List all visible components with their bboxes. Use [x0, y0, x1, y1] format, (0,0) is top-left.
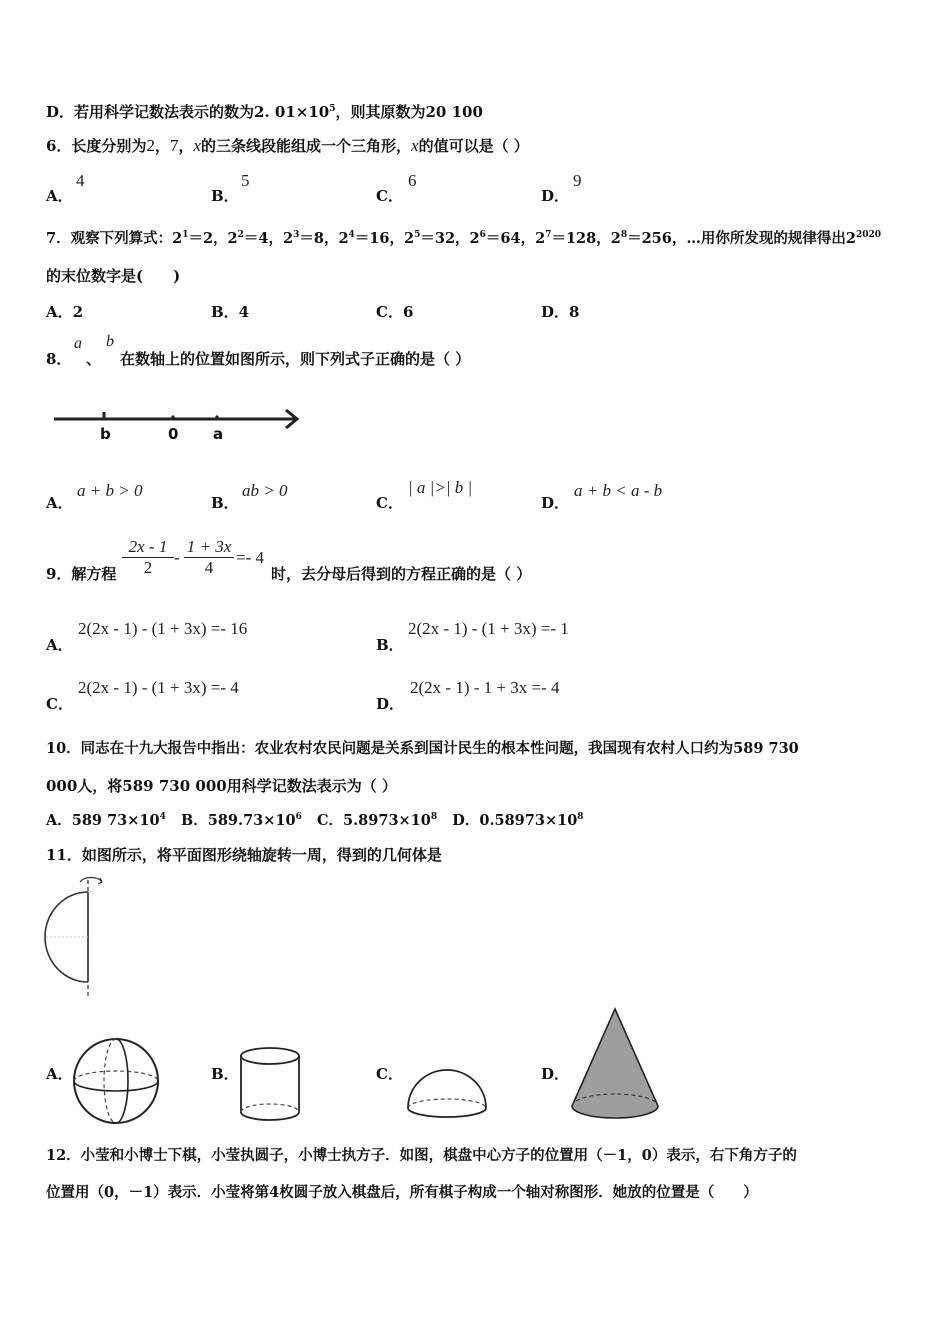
numberline-label-a: a	[213, 425, 224, 443]
q7-option-c: C．6	[376, 303, 414, 321]
question-9-text: 时，去分母后得到的方程正确的是（ ）	[271, 565, 532, 583]
question-7-line2: 的末位数字是( )	[46, 267, 181, 285]
q10-option-a: A．589 $73\times 10^4$	[46, 812, 166, 829]
question-11: 11．如图所示，将平面图形绕轴旋转一周，得到的几何体是	[46, 846, 442, 864]
q6-option-a: A．	[46, 187, 73, 205]
q10-options	[46, 811, 584, 831]
q11-cylinder-icon	[238, 1046, 304, 1126]
numberline-label-b: b	[100, 425, 111, 443]
q11-option-c: C．	[376, 1065, 403, 1083]
question-7-line1: 7．观察下列算式：$2^1=2$，$2^2=4$，$2^3=8$，$2^4=16$，$2^5=32$，$2^6=64$，$2^7=128$，$2^8=256$，…用你所发现的规律得出$2^{2020}$	[46, 230, 882, 247]
question-8-number: 8．	[46, 350, 72, 368]
q6-option-a-value: 4	[76, 171, 85, 190]
q8-var-b: b	[106, 333, 114, 350]
number-line	[50, 404, 310, 444]
question-12-line1: 12．小莹和小博士下棋，小莹执圆子，小博士执方子．如图，棋盘中心方子的位置用（－1，0）表示，右下角方子的	[46, 1147, 797, 1164]
q7-option-a: A．2	[46, 303, 84, 321]
q9-option-a: A．	[46, 636, 73, 654]
option-d-q5: D．若用科学记数法表示的数为2. $01\times 10^5$，则其原数为20 100	[46, 103, 483, 121]
q11-semicircle-figure	[40, 872, 110, 1002]
question-8-text: 在数轴上的位置如图所示，则下列式子正确的是（ ）	[120, 350, 471, 368]
q8-option-c: C．	[376, 494, 403, 512]
q8-option-a-expr: a + b > 0	[77, 481, 143, 500]
q10-option-d: D．$0.58973\times 10^8$	[452, 812, 584, 829]
q9-fraction-2: $\frac{1 + 3x}{4}$	[184, 537, 234, 578]
q8-option-c-expr: | a |>| b |	[408, 478, 473, 497]
q10-option-b: B．$589.73\times 10^6$	[181, 812, 302, 829]
q8-option-d: D．	[541, 494, 570, 512]
q11-hemisphere-icon	[404, 1068, 490, 1128]
q6-option-c-value: 6	[408, 171, 417, 190]
q8-sep: 、	[86, 350, 102, 368]
q9-option-d-expr: 2(2x - 1) - 1 + 3x =- 4	[410, 678, 560, 697]
q11-cone-icon	[568, 1006, 664, 1122]
q6-option-d: D．	[541, 187, 570, 205]
question-6: 6．长度分别为2，7，x的三条线段能组成一个三角形，x的值可以是（ ）	[46, 136, 529, 155]
q7-option-b: B．4	[211, 303, 250, 321]
q11-option-b: B．	[211, 1065, 239, 1083]
q9-option-b-expr: 2(2x - 1) - (1 + 3x) =- 1	[408, 619, 569, 638]
q6-option-c: C．	[376, 187, 403, 205]
question-12-line2: 位置用（0，－1）表示．小莹将第4枚圆子放入棋盘后，所有棋子构成一个轴对称图形．她放的位置是（ ）	[46, 1184, 758, 1201]
question-9-prefix: 9．解方程	[46, 565, 117, 583]
q11-option-a: A．	[46, 1065, 73, 1083]
q9-option-d: D．	[376, 695, 405, 713]
q9-option-c: C．	[46, 695, 73, 713]
q9-rhs: =- 4	[236, 548, 264, 567]
q8-option-b-expr: ab > 0	[242, 481, 288, 500]
q7-option-d: D．8	[541, 303, 580, 321]
q9-option-b: B．	[376, 636, 404, 654]
q8-option-d-expr: a + b < a - b	[574, 481, 663, 500]
q9-option-c-expr: 2(2x - 1) - (1 + 3x) =- 4	[78, 678, 239, 697]
q9-fraction-1: $\frac{2x - 1}{2}$	[122, 537, 174, 578]
numberline-label-0: 0	[168, 425, 179, 443]
q11-option-d: D．	[541, 1065, 570, 1083]
q11-sphere-icon	[72, 1036, 162, 1126]
q8-option-a: A．	[46, 494, 73, 512]
q6-option-d-value: 9	[573, 171, 582, 190]
q9-option-a-expr: 2(2x - 1) - (1 + 3x) =- 16	[78, 619, 248, 638]
q9-minus: -	[174, 548, 180, 567]
q8-var-a: a	[74, 335, 82, 352]
q10-option-c: C．$5.8973\times 10^8$	[317, 812, 438, 829]
q6-option-b-value: 5	[241, 171, 250, 190]
question-10-line2: 000人，将589 730 000用科学记数法表示为（ ）	[46, 777, 397, 795]
q6-option-b: B．	[211, 187, 239, 205]
q8-option-b: B．	[211, 494, 239, 512]
question-10-line1: 10．同志在十九大报告中指出：农业农村农民问题是关系到国计民生的根本性问题，我国现有农村人口约为589 730	[46, 740, 799, 757]
